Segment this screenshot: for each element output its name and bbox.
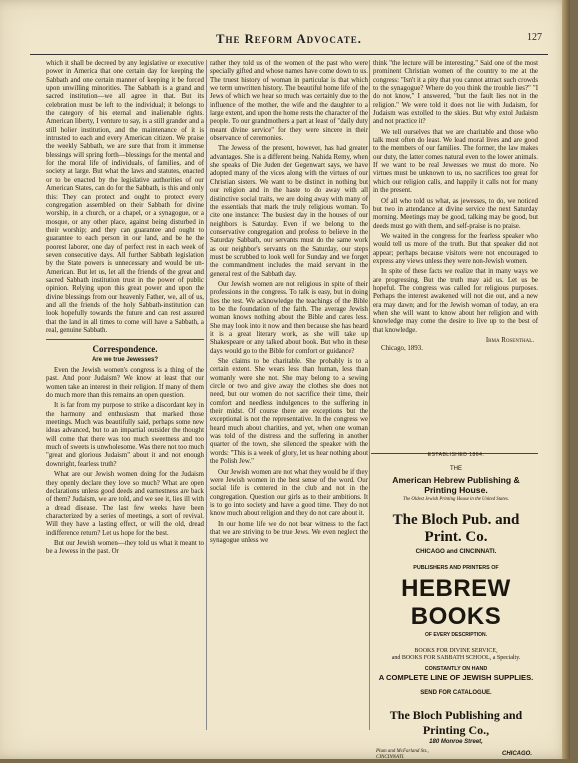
body-paragraph: The Jewess of the present, however, has had greater advantages. She is a different being. Nahida Remy, when she speaks of Die Juden der Gegenwart says, we have adopted many of the vices along with the virtues of our Christian sisters. We want to be distinct in nothing but our religion and in the haste to do away with all distinctive social traits, we are doing away with many of the essentials that mark the truly religious woman. To cite one instance: The busiest day in the houses of our neighbors is Saturday. Even if we belong to the conservative congregation and profess to believe in the Saturday Sabbath, our servants must do the same work as our neighbor's servants on the Saturday, our steps must be scrubbed to look well for Sunday and we forget the commandment includes the maid servant in the general rest of the Sabbath day. xyxy=(210,145,368,278)
dateline: Chicago, 1893. xyxy=(381,345,423,353)
ad-company-name: American Hebrew Publishing & Printing House. xyxy=(392,475,520,495)
page-number: 127 xyxy=(527,32,542,43)
column-divider xyxy=(369,60,370,730)
ad-complete-line: A COMPLETE LINE OF JEWISH SUPPLIES. xyxy=(378,673,534,682)
body-paragraph: In our home life we do not bear witness to the fact that we are striving to be true Jews. We even neglect the synagogue unless we xyxy=(210,520,368,545)
section-subtitle: Are we true Jewesses? xyxy=(91,356,159,363)
body-paragraph: In spite of these facts we realize that in many ways we are progressing. But the truth may aid us. Let us be hopeful. The congress was called for religious purposes. Perhaps the interest awakened will not die out, and a new era may dawn; and for the Jewish woman of today, an era when she will want to know about her religion and with knowledge may come the desire to live up to the best of that knowledge. xyxy=(373,268,538,334)
body-paragraph: We tell ourselves that we are charitable and those who talk most often do least. We lead moral lives and are good to the members of our families. The former, the law makes our duty, the latter comes natural even to the lower animals. If we want to be real Jewesses we must do more. No virtues must be unknown to us, no sacrifices too great for which our religion calls, and happily it calls not for many in the present. xyxy=(373,128,538,195)
ad-tagline: The Oldest Jewish Printing House in the United States. xyxy=(403,497,509,502)
masthead-title: The Reform Advocate. xyxy=(216,32,362,46)
body-paragraph: But our Jewish women—they told us what it meant to be a Jewess in the past. Or xyxy=(46,539,204,556)
column-3 xyxy=(373,60,538,452)
ad-description: OF EVERY DESCRIPTION. xyxy=(425,632,487,638)
ad-bloch-name-2: The Bloch Publishing and Printing Co., xyxy=(389,708,523,737)
ad-established: ESTABLISHED 1864. xyxy=(427,452,485,458)
column-1 xyxy=(46,60,204,740)
ad-hebrew-books: HEBREW BOOKS xyxy=(401,575,511,630)
body-paragraph: which it shall be decreed by any legislative or executive power in America that one certain day for keeping the Sabbath and one certain manner of keeping it be forced upon unwilling minorities. The Sabbath is a grand and sacred institution—we all agree in that. But its celebration must be left to the individual; it belongs to the category of his eternal and inalienable rights. American liberty, I venture to say, is a still grander and a still holier institution, and the maintenance of it is intrusted to each and every American citizen. We praise the weekly Sabbath, we are sure that from it immense blessings will spring forth—blessings for the mental and for the moral life of individuals, of families, and of society at large. But what the laws and statutes, enacted or to be enacted by the legislative authorities of our American States, can do for the Sabbath, is this and only this: They can protect and ought to protect every congregation assembled on their Sabbath for divine worship, in a church, or a chapel, or a synagogue, or a mosque, or any other place, against being disturbed in their worship; and they can guarantee and ought to guarantee to each person in our land, and be he the poorest laborer, one day of perfect rest in each week of seven consecutive days. All further Sabbath legislation by the State powers is unnecessary and would be un-American. But let us, let all the friends of the great and sacred Sabbath institution trust in the power of public opinion. Relying upon this great power and upon the divine blessings from our heavenly Father, we, all of us, and all the friends of the holy Sabbath-institution can look hopefully towards the future and can rest assured that the land in all times to come will have a Sabbath, a real, genuine Sabbath. xyxy=(46,60,204,334)
ad-constantly: CONSTANTLY ON HAND xyxy=(424,666,488,672)
ad-books-line-2: and BOOKS FOR SABBATH SCHOOL, a Specialty. xyxy=(391,655,521,661)
bloch-advertisement xyxy=(376,452,536,760)
body-paragraph: She claims to be charitable. She probably is to a certain extent. She wears less than human, less than womanly were she not. She may belong to a sewing circle or two and give away the clothes she does not need, but our women do not sacrifice their time, their comfort and needless indulgences to the suffering in their midst. Of course there are exceptions but the exceptional is not the representative. In the congress we heard much about charities, and yet, when one woman was told of the distress and the suffering in another quarter of the town, she silenced the speaker with the words: "This is a week of glory, let us hear nothing about the Polish Jew." xyxy=(210,358,368,466)
body-paragraph: Our Jewish women are not what they would be if they were Jewish women in the best sense of the word. Our social life is centered in the club and not in the congregation. Question our girls as to their ambitions. It is to go into society and have a good time. They do not know much about religion and they do not care about it. xyxy=(210,468,368,518)
ad-books-line-1: BOOKS FOR DIVINE SERVICE, xyxy=(414,648,498,654)
body-paragraph: think "the lecture will be interesting." Said one of the most prominent Christian women of the country to me at the congress: "Isn't it a pity that you cannot attract such crowds to the synagogue? Where do you think the trouble lies?" "I do not know," I answered, "but the fault lies not in the religion." We were told it does not lie with Judaism, for Judaism was extolled to the skies. But why extol Judaism and not practice it? xyxy=(373,60,538,126)
header-rule xyxy=(30,54,548,55)
section-rule xyxy=(46,339,204,340)
column-2 xyxy=(210,60,368,740)
body-paragraph: What are our Jewish women doing for the Judaism they openly declare they love so much? What are open declarations unless good deeds and earnestness are back of them? Judaism, we are told, and we see it, lies ill with a dread disease. The last few weeks have been characterized by a series of meetings, a sort of revival. Will they have a lasting effect, or will the old, dread indifference return? Let us hope for the best. xyxy=(46,471,204,537)
ad-bloch-name: The Bloch Pub. and Print. Co. xyxy=(392,512,520,545)
ad-the: THE xyxy=(450,466,462,472)
body-paragraph: Of all who told us what, as jewesses, to do, we noticed but two in attendance at divine service the next Saturday morning. Meetings may be good, talking may be good, but deeds must go with them, and self-praise is no praise. xyxy=(373,197,538,230)
body-paragraph: We waited in the congress for the fearless speaker who would tell us more of the truth. But that speaker did not appear; perhaps because visitors were not encouraged to express any views unless they were non-Jewish women. xyxy=(373,232,538,265)
page-header xyxy=(26,32,552,52)
body-paragraph: Our Jewish women are not religious in spite of their professions in the congress. To talk is easy, but in doing lies the test. We acknowledge the teachings of the Bible to be the foundation of the faith. The average Jewish woman knows nothing about the Bible and cares less. She may look into it now and then because she has heard it is a great literary work, as she will take up Shakespeare or any talked about book. But who in these days would go to the Bible for comfort or guidance? xyxy=(210,280,368,355)
ad-footer xyxy=(376,749,536,763)
ad-footer-street: Plum and McFarland Sts., xyxy=(376,749,429,754)
ad-catalogue: SEND FOR CATALOGUE. xyxy=(420,690,492,696)
ad-address: 180 Monroe Street, xyxy=(429,739,483,745)
section-title: Correspondence. xyxy=(92,344,158,355)
ad-footer-right: CHICAGO. xyxy=(502,751,532,757)
body-paragraph: Even the Jewish women's congress is a thing of the past. And poor Judaism? We know at least that our women take an interest in their religion. If many of them do much more than this remains an open question. xyxy=(46,367,204,400)
page-edge xyxy=(562,0,570,759)
body-paragraph: rather they told us of the women of the past who were specially gifted and whose names have come down to us. The truest history of woman in particular is that which we term unwritten history. The beautiful home life of the Jews of which we hear so much was certainly due to the influence of the mother, the wife and the daughter to a large extent, and upon the home rests the character of the people. To our grandmothers a part at least of "daily duty meant divine service" for they were sincere in their observance of ceremonies. xyxy=(210,60,368,143)
ad-footer-city: CINCINNATI. xyxy=(376,755,405,760)
author-signature: Irma Rosenthal. xyxy=(485,337,534,344)
ad-cities: CHICAGO and CINCINNATI. xyxy=(415,548,497,555)
body-paragraph: It is far from my purpose to strike a discordant key in the harmony and enthusiasm that marked those meetings. Much was beautifully said, perhaps some new ideas advanced, but to an impartial outsider the thought will come that there was too much sweetness and too much of sweets is unwholesome. Was there not too much "great and glorious Judaism" about it and not enough downright, fearless truth? xyxy=(46,402,204,468)
ad-publishers: PUBLISHERS AND PRINTERS OF xyxy=(413,565,499,571)
column-divider xyxy=(206,60,207,730)
ad-footer-left xyxy=(376,749,429,761)
